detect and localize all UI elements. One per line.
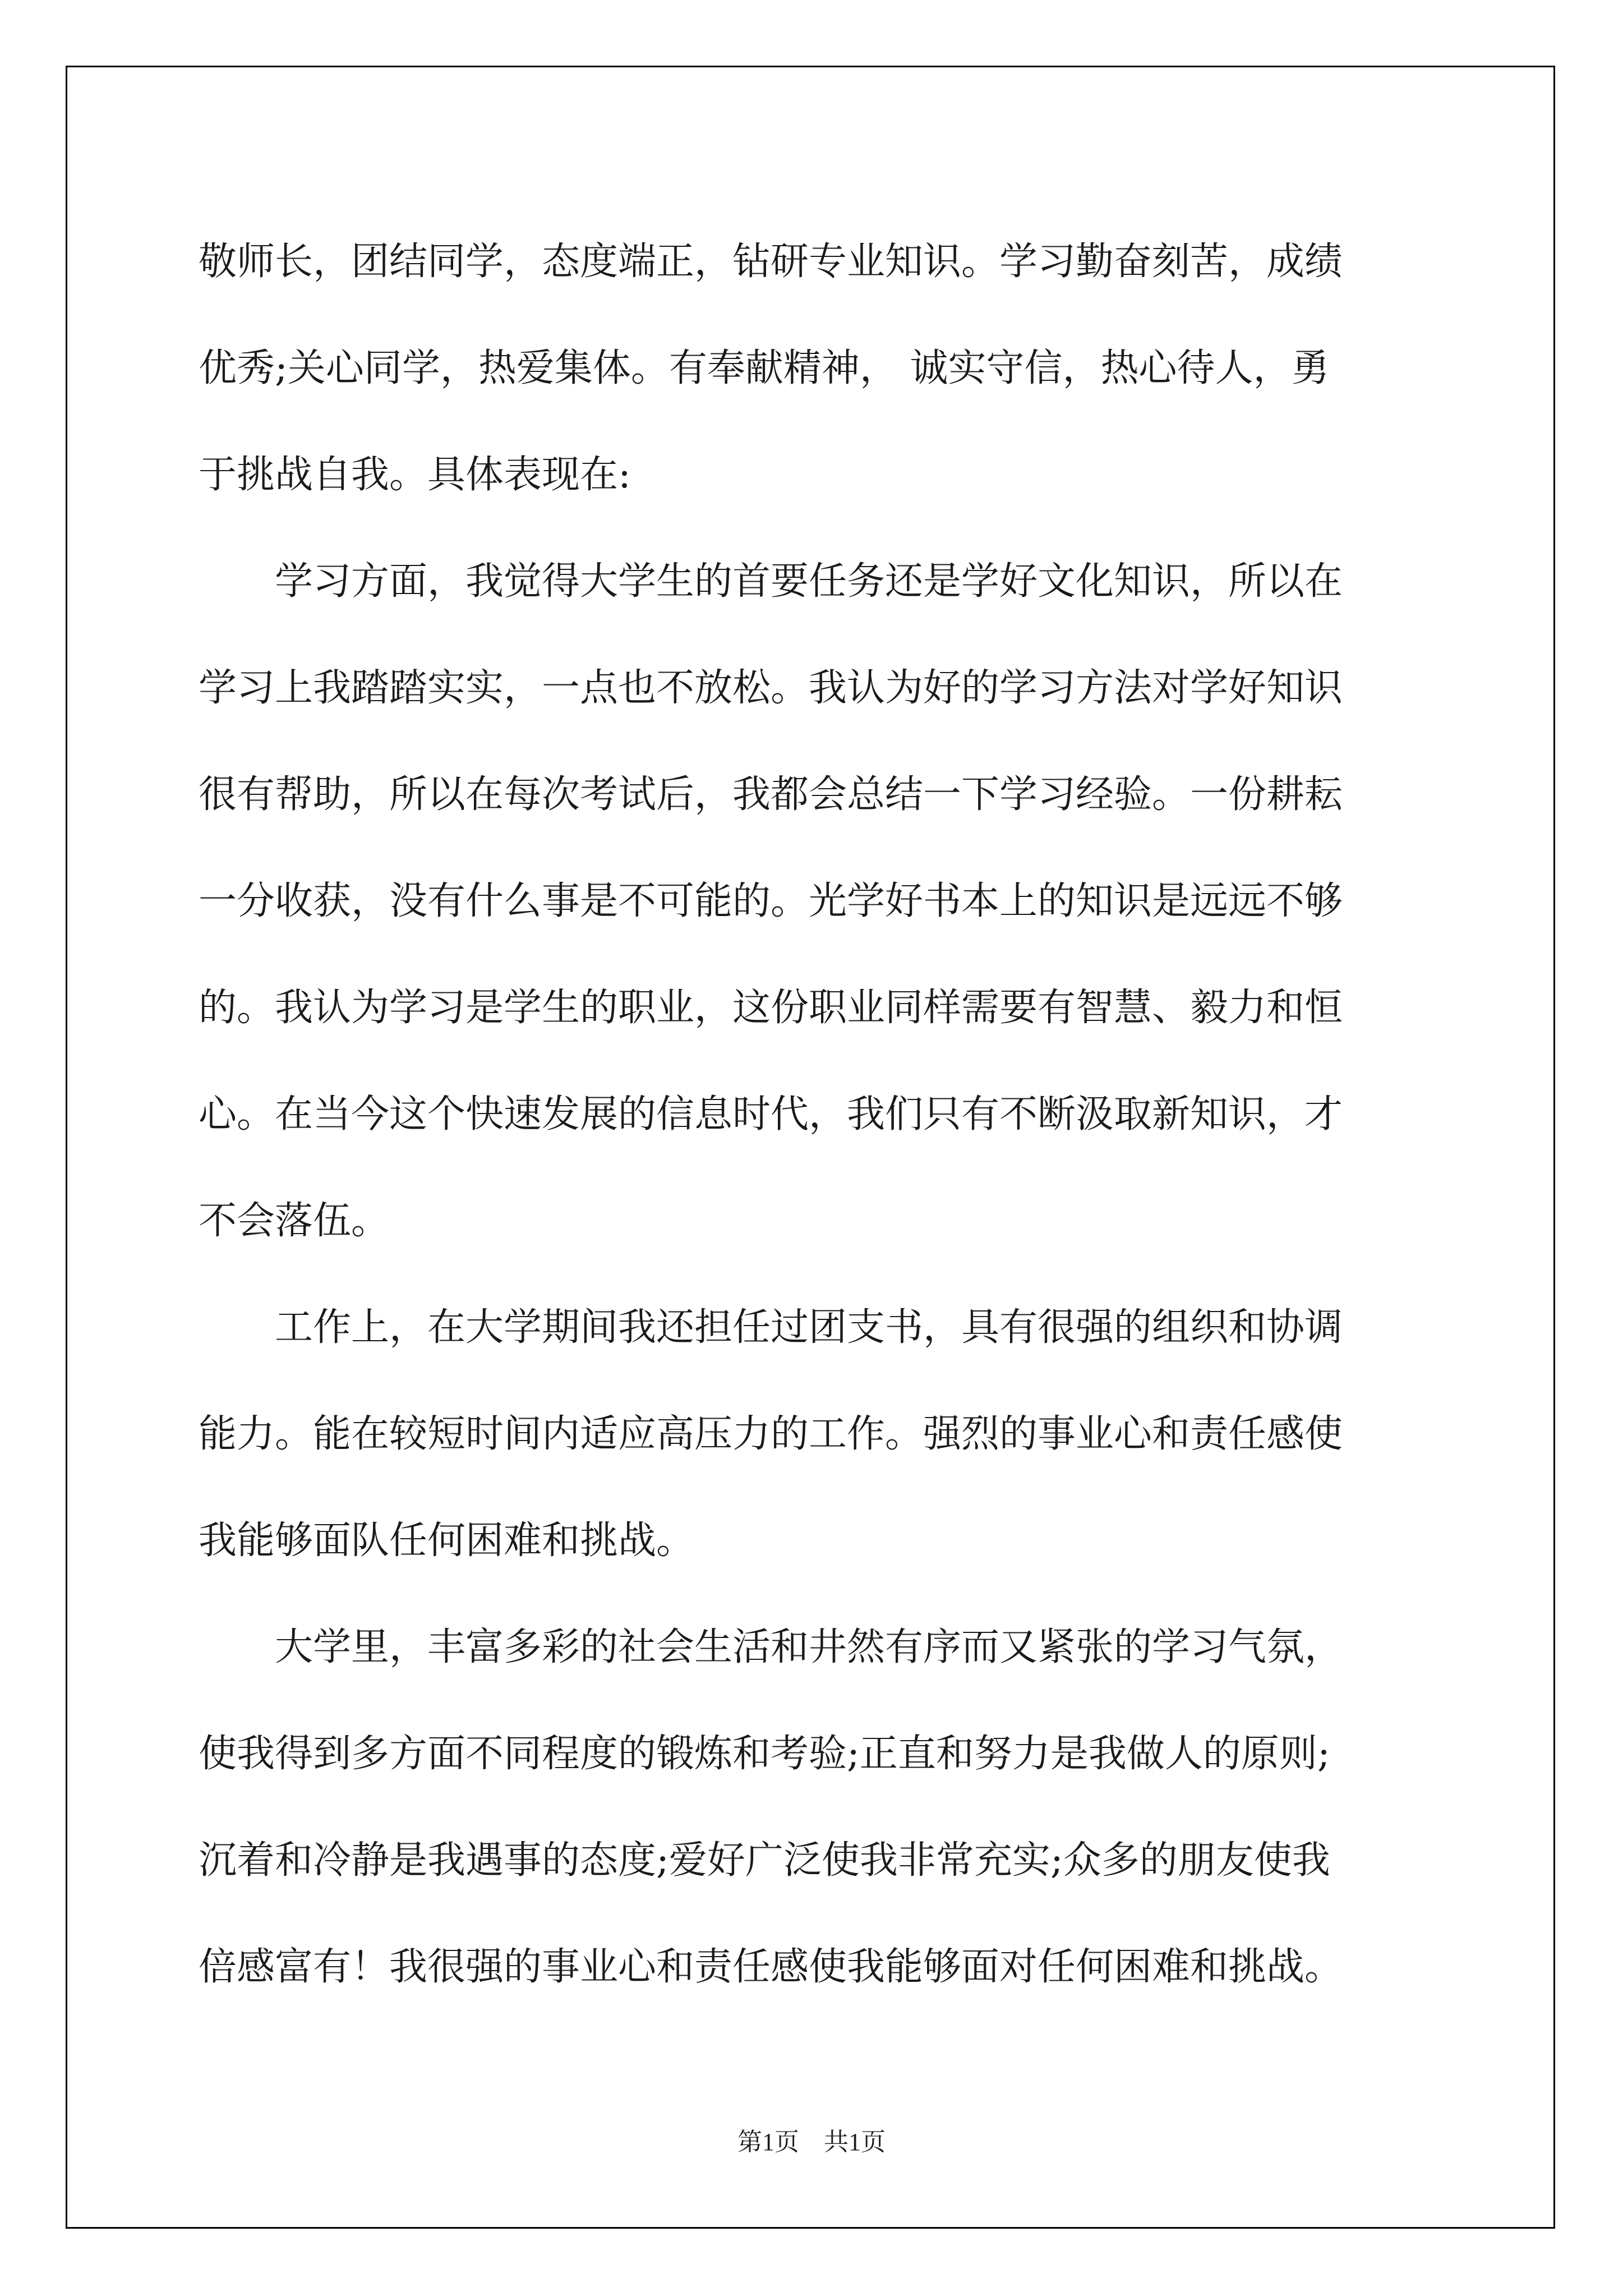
text-line: 的。我认为学习是学生的职业，这份职业同样需要有智慧、毅力和恒 xyxy=(199,986,1343,1030)
page-number-footer: 第1页 共1页 xyxy=(737,2128,886,2156)
text-line: 倍感富有！我很强的事业心和责任感使我能够面对任何困难和挑战。 xyxy=(199,1945,1343,1989)
text-line: 心。在当今这个快速发展的信息时代，我们只有不断汲取新知识，才 xyxy=(199,1092,1343,1137)
text-line: 大学里，丰富多彩的社会生活和井然有序而又紧张的学习气氛， xyxy=(199,1625,1343,1669)
text-line: 很有帮助，所以在每次考试后，我都会总结一下学习经验。一份耕耘 xyxy=(199,772,1343,817)
text-line: 不会落伍。 xyxy=(199,1199,390,1243)
text-line: 一分收获，没有什么事是不可能的。光学好书本上的知识是远远不够 xyxy=(199,879,1343,923)
text-line: 使我得到多方面不同程度的锻炼和考验;正直和努力是我做人的原则; xyxy=(199,1732,1330,1776)
text-line: 敬师长，团结同学，态度端正，钻研专业知识。学习勤奋刻苦，成绩 xyxy=(199,240,1343,284)
text-line: 能力。能在较短时间内适应高压力的工作。强烈的事业心和责任感使 xyxy=(199,1412,1343,1456)
text-line: 学习方面，我觉得大学生的首要任务还是学好文化知识，所以在 xyxy=(199,559,1343,604)
document-body xyxy=(199,209,1432,2021)
text-line: 工作上，在大学期间我还担任过团支书，具有很强的组织和协调 xyxy=(199,1305,1343,1350)
text-line: 学习上我踏踏实实，一点也不放松。我认为好的学习方法对学好知识 xyxy=(199,666,1343,710)
text-line: 沉着和冷静是我遇事的态度;爱好广泛使我非常充实;众多的朋友使我 xyxy=(199,1838,1330,1883)
text-line: 于挑战自我。具体表现在: xyxy=(199,453,631,497)
text-line: 我能够面队任何困难和挑战。 xyxy=(199,1519,695,1563)
text-line: 优秀;关心同学，热爱集体。有奉献精神， 诚实守信，热心待人，勇 xyxy=(199,346,1330,390)
